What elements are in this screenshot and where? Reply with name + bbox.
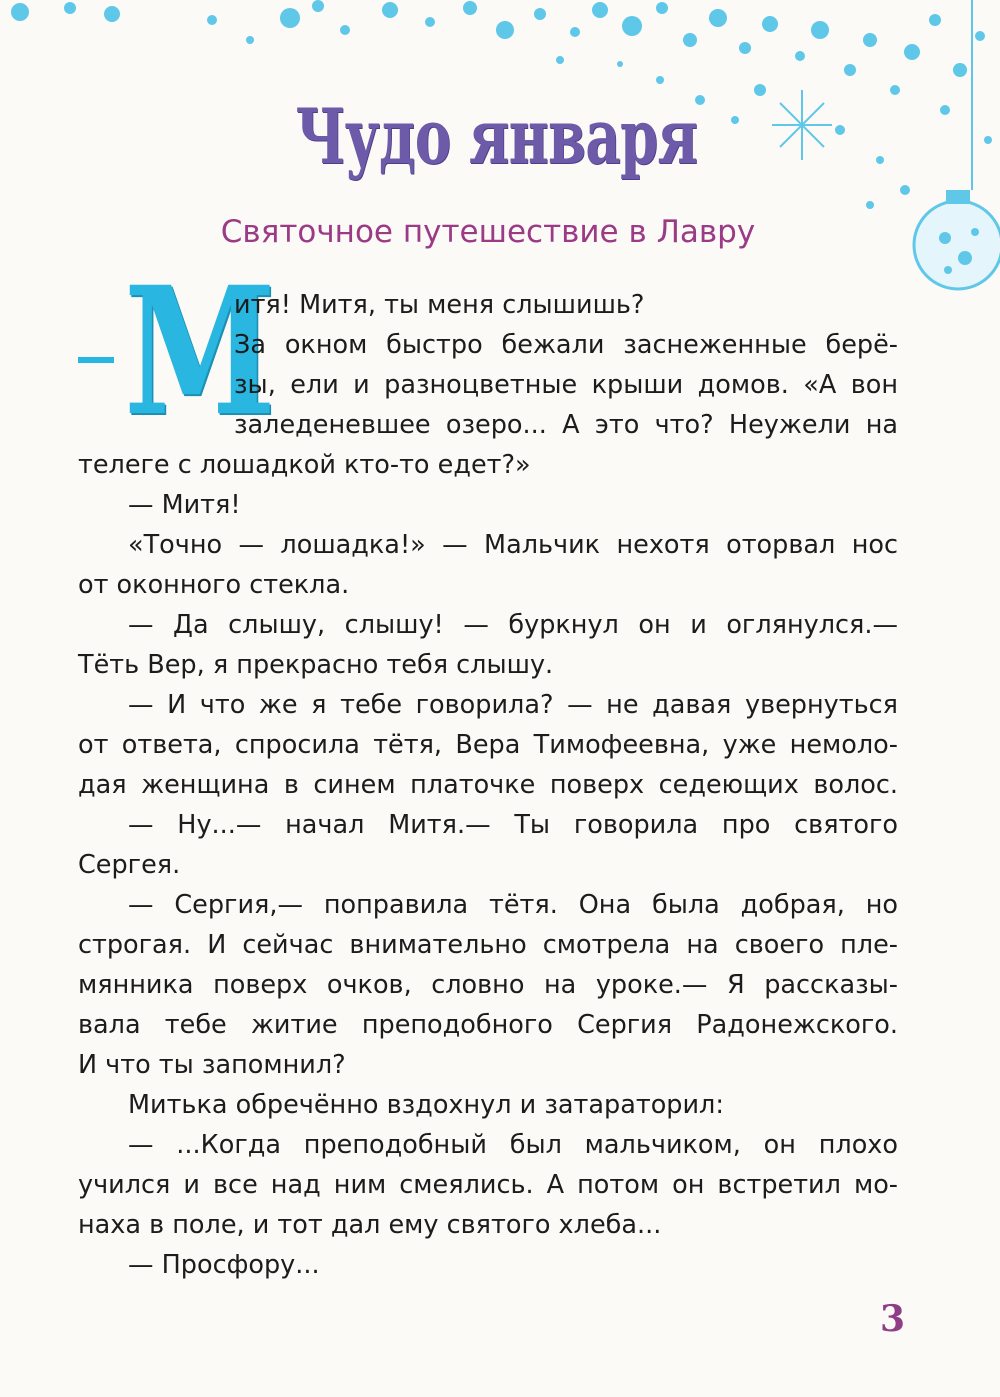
text-line: вала тебе житие преподобного Сергия Радонежского.	[78, 1010, 898, 1040]
text-line: от ответа, спросила тётя, Вера Тимофеевна, уже немоло-	[78, 730, 898, 760]
text-line: И что ты запомнил?	[78, 1050, 346, 1080]
text-line: — Сергия,— поправила тётя. Она была добрая, но	[128, 890, 898, 920]
text-line: строгая. И сейчас внимательно смотрела на своего пле-	[78, 930, 898, 960]
story-text	[78, 248, 898, 1285]
text-line: — Да слышу, слышу! — буркнул он и оглянулся.—	[128, 610, 898, 640]
text-line: — Просфору...	[128, 1250, 320, 1280]
opening-paragraph	[78, 248, 898, 455]
text-line: Тёть Вер, я прекрасно тебя слышу.	[78, 650, 554, 680]
dialogue-dash	[78, 357, 114, 363]
text-line: от оконного стекла.	[78, 570, 350, 600]
text-line: — Митя!	[128, 490, 241, 520]
text-line: Митька обречённо вздохнул и затараторил:	[128, 1090, 724, 1120]
page-number: 3	[880, 1298, 906, 1340]
text-line: заледеневшее озеро... А это что? Неужели на	[234, 410, 898, 440]
chapter-subtitle: Святочное путешествие в Лавру	[220, 214, 756, 250]
text-line: Сергея.	[78, 850, 181, 880]
text-line: мянника поверх очков, словно на уроке.— Я рассказы-	[78, 970, 898, 1000]
text-line: зы, ели и разноцветные крыши домов. «А вон	[234, 370, 898, 400]
text-line: — Ну...— начал Митя.— Ты говорила про святого	[128, 810, 898, 840]
text-line: дая женщина в синем платочке поверх седеющих волос.	[78, 770, 898, 800]
text-line: — И что же я тебе говорила? — не давая увернуться	[128, 690, 898, 720]
text-line: наха в поле, и тот дал ему святого хлеба...	[78, 1210, 662, 1240]
text-line: За окном быстро бежали заснеженные берё-	[234, 330, 898, 360]
text-line: — ...Когда преподобный был мальчиком, он плохо	[128, 1130, 898, 1160]
text-line: учился и все над ним смеялись. А потом он встретил мо-	[78, 1170, 898, 1200]
chapter-title: Чудо января	[295, 92, 698, 181]
text-line: итя! Митя, ты меня слышишь?	[234, 290, 645, 320]
text-line: «Точно — лошадка!» — Мальчик нехотя оторвал нос	[128, 530, 898, 560]
drop-cap: М	[124, 248, 276, 455]
text-line: телеге с лошадкой кто-то едет?»	[78, 450, 531, 480]
